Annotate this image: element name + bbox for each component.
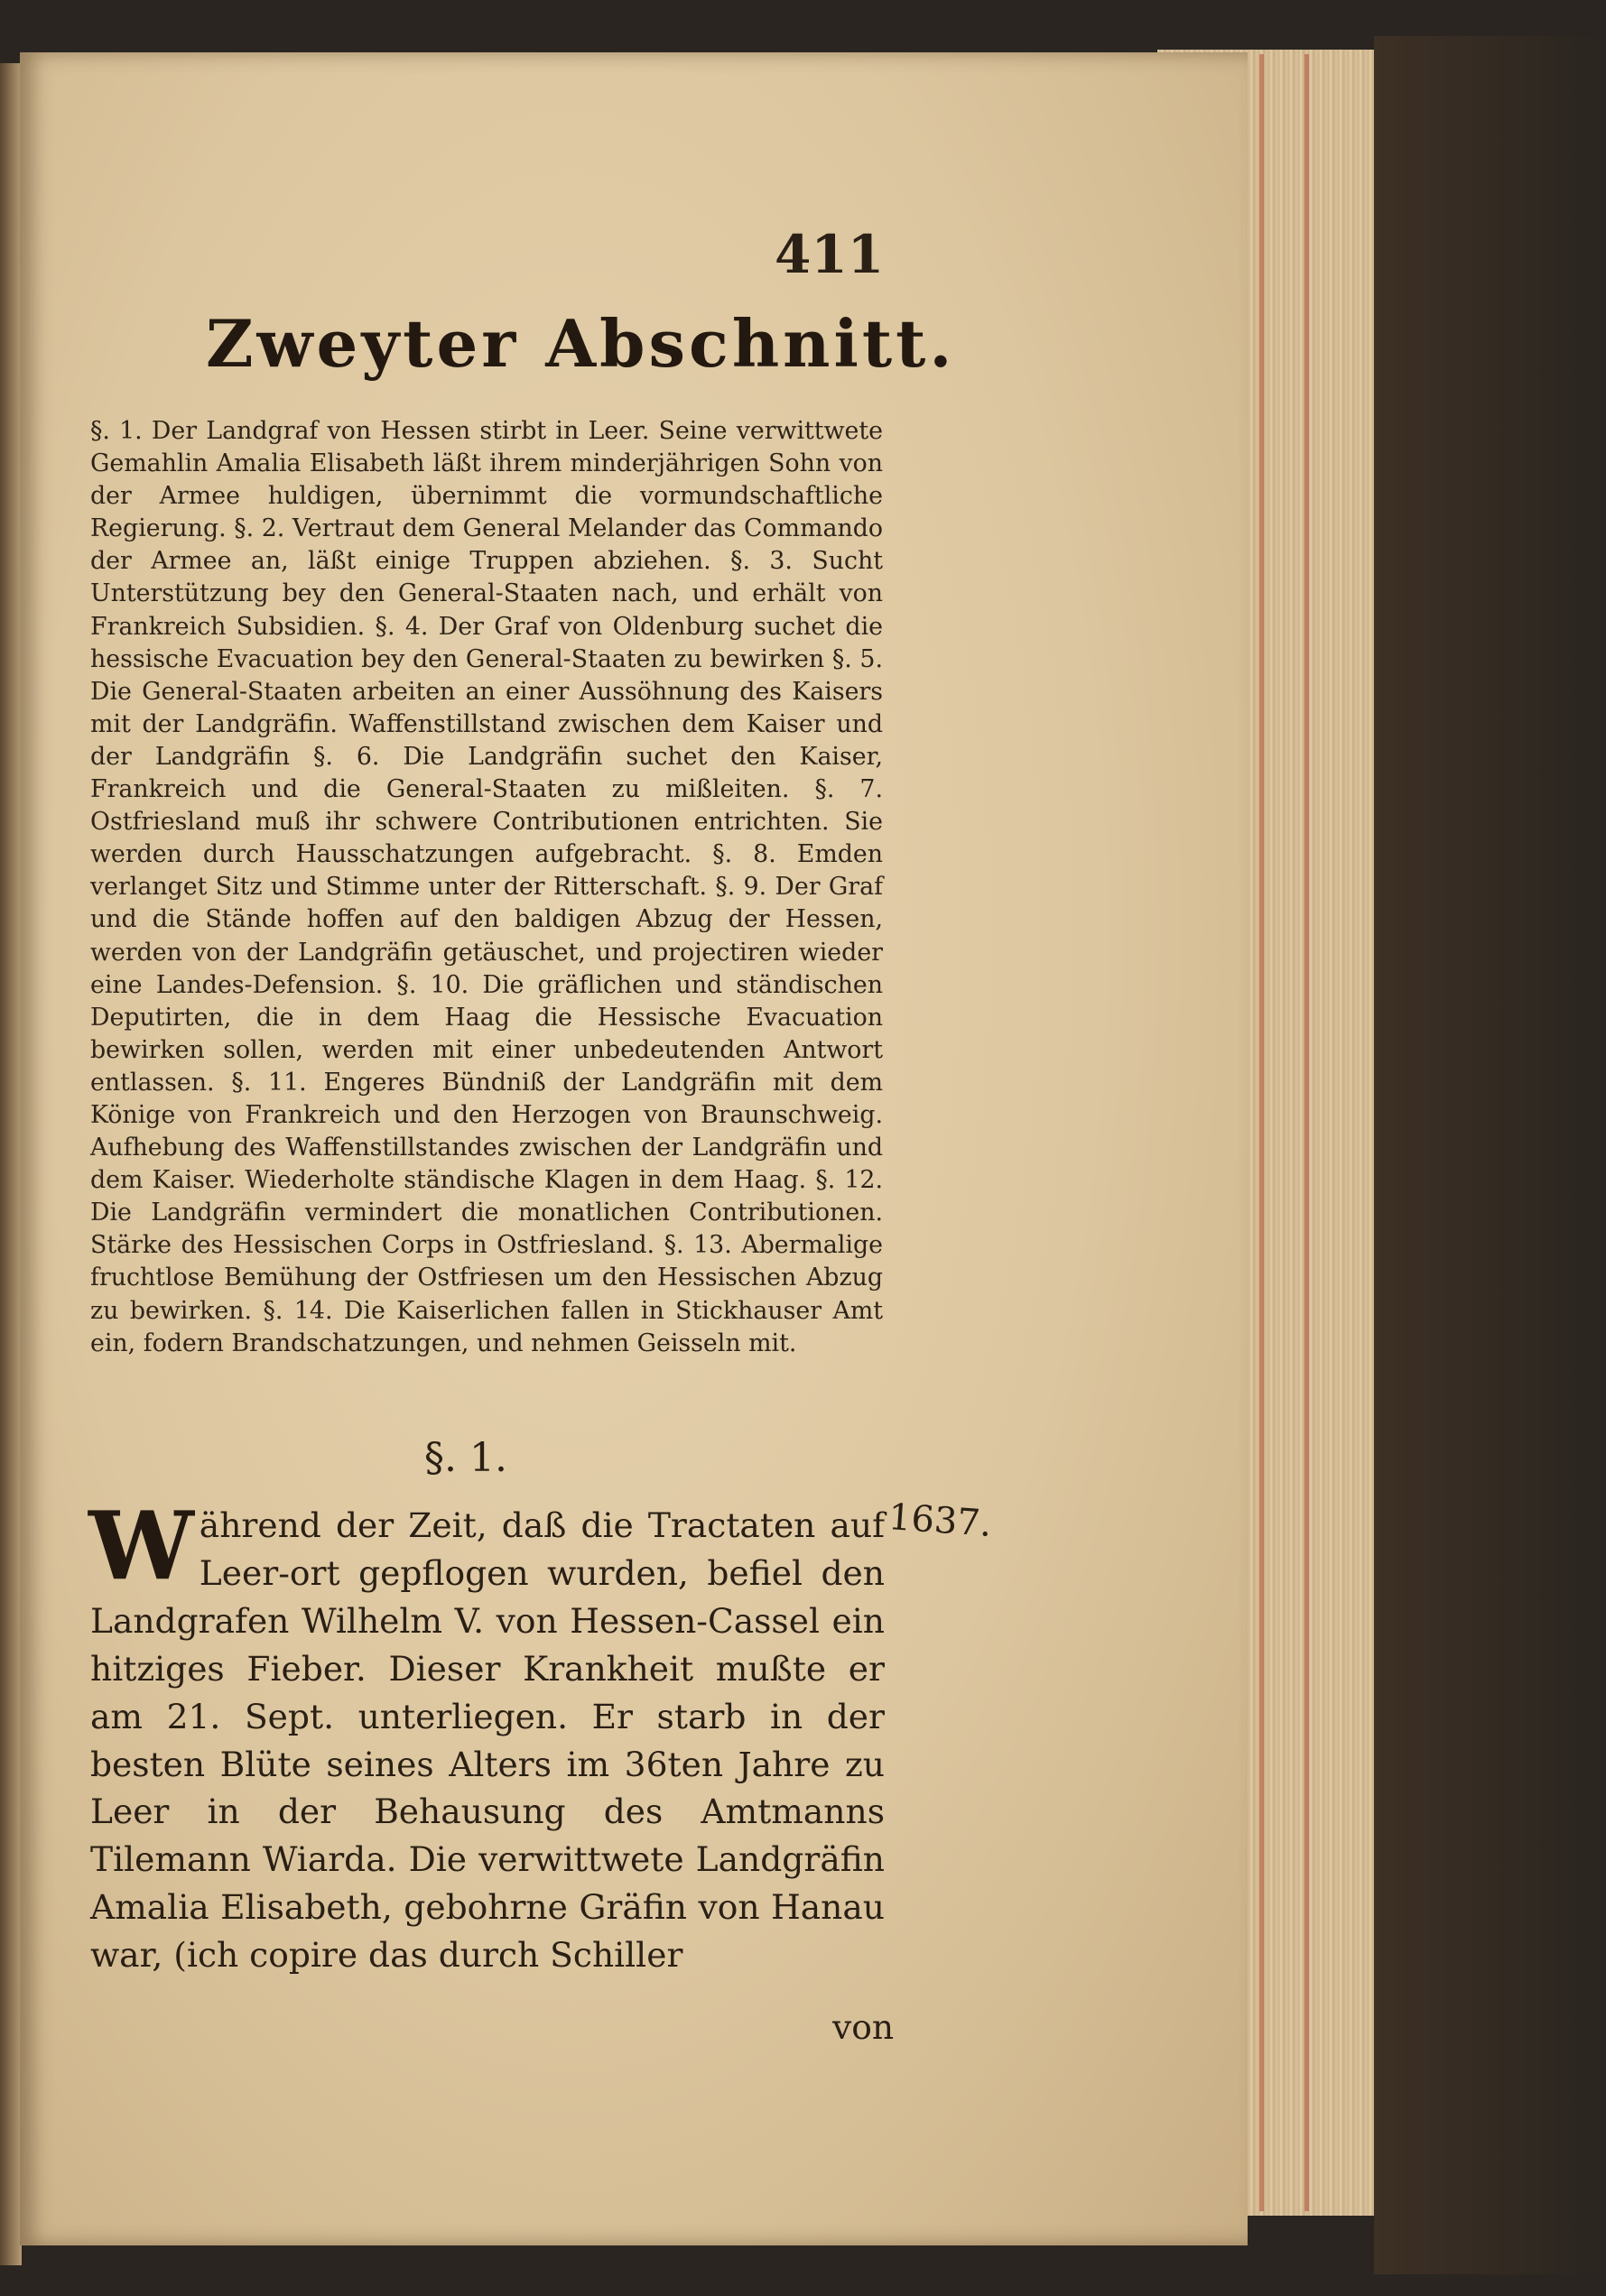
catchword: von <box>832 2007 895 2047</box>
red-edge-line <box>1304 54 1309 2211</box>
left-page-edge <box>0 63 22 2265</box>
drop-cap: W <box>88 1490 194 1601</box>
body-paragraph <box>88 1490 885 1979</box>
chapter-summary: §. 1. Der Landgraf von Hessen stirbt in Leer. Seine verwittwete Gemahlin Amalia Elisabeth läßt ihrem minderjährigen Sohn von der Armee huldigen, übernimmt die vormundschaftliche Regierung. §. 2. Vertraut dem General Melander das Commando der Armee an, läßt einige Truppen abziehen. §. 3. Sucht Unterstützung bey den General-Staaten nach, und erhält von Frankreich Subsidien. §. 4. Der Graf von Oldenburg suchet die hessische Evacuation bey den General-Staaten zu bewirken §. 5. Die General-Staaten arbeiten an einer Aussöhnung des Kaisers mit der Landgräfin. Waffenstillstand zwischen dem Kaiser und der Landgräfin §. 6. Die Landgräfin suchet den Kaiser, Frankreich und die General-Staaten zu mißleiten. §. 7. Ostfriesland muß ihr schwere Contributionen entrichten. Sie werden durch Hausschatzungen aufgebracht. §. 8. Emden verlanget Sitz und Stimme unter der Ritterschaft. §. 9. Der Graf und die Stände hoffen auf den baldigen Abzug der Hessen, werden von der Landgräfin getäuschet, und projectiren wieder eine Landes-Defension. §. 10. Die gräflichen und ständischen Deputirten, die in dem Haag die Hessische Evacuation bewirken sollen, werden mit einer unbedeutenden Antwort entlassen. §. 11. Engeres Bündniß der Landgräfin mit dem Könige von Frankreich und den Herzogen von Braunschweig. Aufhebung des Waffenstillstandes zwischen der Landgräfin und dem Kaiser. Wiederholte ständische Klagen in dem Haag. §. 12. Die Landgräfin vermindert die monatlichen Contributionen. Stärke des Hessischen Corps in Ostfriesland. §. 13. Abermalige fruchtlose Bemühung der Ostfriesen um den Hessischen Abzug zu bewirken. §. 14. Die Kaiserlichen fallen in Stickhauser Amt ein, fodern Brandschatzungen, und nehmen Geisseln mit. <box>90 417 883 1357</box>
background-shadow <box>1374 36 1606 2274</box>
margin-year-note: 1637. <box>887 1496 993 1545</box>
section-heading: Zweyter Abschnitt. <box>206 305 956 382</box>
page-number: 411 <box>775 224 885 285</box>
paragraph-mark: §. 1. <box>424 1435 507 1481</box>
red-edge-line <box>1259 54 1264 2211</box>
body-text: ährend der Zeit, daß die Tractaten auf Leer-ort gepflogen wurden, befiel den Landgrafen Wilhelm V. von Hessen-Cassel ein hitziges Fieber. Dieser Krankheit mußte er am 21. Sept. unterliegen. Er starb in der besten Blüte seines Alters im 36ten Jahre zu Leer in der Behausung des Amtmanns Tilemann Wiarda. Die verwittwete Landgräfin Amalia Elisabeth, gebohrne Gräfin von Hanau war, (ich copire das durch Schiller <box>90 1505 885 1976</box>
